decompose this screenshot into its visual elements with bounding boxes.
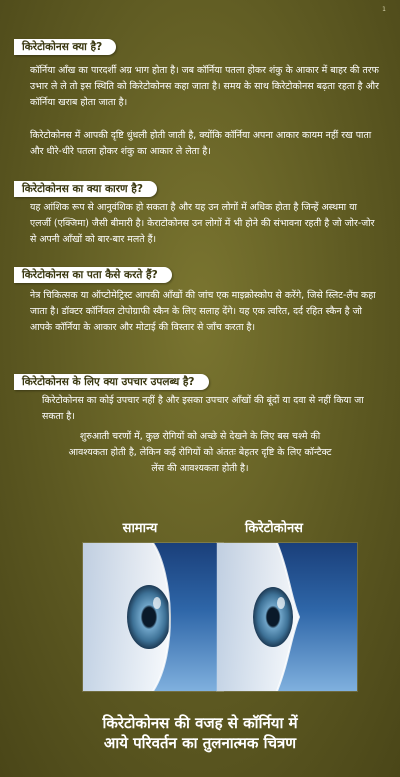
section-paragraph: शुरुआती चरणों में, कुछ रोगियों को अच्छे से देखने के लिए बस चश्मे की आवश्यकता होती है, लेकिन कई रोगियों को अंततः बेहतर दृष्टि के लिए कॉन्टैक्ट लेंस की आवश्यकता होती है। bbox=[68, 431, 332, 474]
section-paragraph: कॉर्निया आँख का पारदर्शी अग्र भाग होता है। जब कॉर्निया पतला होकर शंकु के आकार में बाहर की तरफ उभार ले ले तो इस स्थिति को किरेटोकोनस कहा जाता है। समय के साथ किरेटोकोनस बढ़ता रहता है और कॉर्निया खराब होता जाता है। bbox=[30, 65, 379, 108]
comparison-caption-line2: आये परिवर्तन का तुलनात्मक चित्रण bbox=[103, 734, 297, 752]
normal-eye-label: सामान्य bbox=[122, 521, 158, 536]
section-paragraph: यह आंशिक रूप से आनुवंशिक हो सकता है और यह उन लोगों में अधिक होता है जिन्हें अस्थमा या एलर्जी (एक्जिमा) जैसी बीमारी है। केराटोकोनस उन लोगों में भी होने की संभावना रहती है जो जोर-जोर से अपनी आँखों को बार-बार मलते हैं। bbox=[30, 202, 375, 245]
page-number: 1 bbox=[382, 6, 386, 13]
section-paragraph: किरेटोकोनस का कोई उपचार नहीं है और इसका उपचार आँखों की बूंदों या दवा से नहीं किया जा सकता है। bbox=[42, 395, 364, 422]
section-heading-diagnosis: किरेटोकोनस का पता कैसे करते हैं? bbox=[14, 267, 172, 283]
keratoconus-eye-image bbox=[217, 543, 357, 691]
normal-eye-icon bbox=[83, 543, 223, 691]
section-heading-treatment: किरेटोकोनस के लिए क्या उपचार उपलब्ध है? bbox=[14, 374, 209, 390]
normal-eye-image bbox=[83, 543, 223, 691]
section-heading-what-is: किरेटोकोनस क्या है? bbox=[14, 39, 116, 55]
section-paragraph: किरेटोकोनस में आपकी दृष्टि धुंधली होती जाती है, क्योंकि कॉर्निया अपना आकार कायम नहीं रख पाता और धीरे-धीरे पतला होकर शंकु का आकार ले लेता है। bbox=[30, 130, 372, 157]
keratoconus-eye-label: किरेटोकोनस bbox=[245, 521, 303, 536]
section-heading-cause: किरेटोकोनस का क्या कारण है? bbox=[14, 181, 157, 197]
keratoconus-eye-icon bbox=[217, 543, 357, 691]
section-paragraph: नेत्र चिकित्सक या ऑप्टोमेट्रिस्ट आपकी आँखों की जांच एक माइक्रोस्कोप से करेंगे, जिसे स्लिट-लैंप कहा जाता है। डॉक्टर कॉर्नियल टोपोग्राफी स्कैन के लिए सलाह देंगे। यह एक त्वरित, दर्द रहित स्कैन है जो आपके कॉर्निया के आकार और मोटाई की विस्तार से जाँच करता है। bbox=[30, 290, 376, 333]
comparison-caption-line1: किरेटोकोनस की वजह से कॉर्निया में bbox=[102, 714, 298, 732]
